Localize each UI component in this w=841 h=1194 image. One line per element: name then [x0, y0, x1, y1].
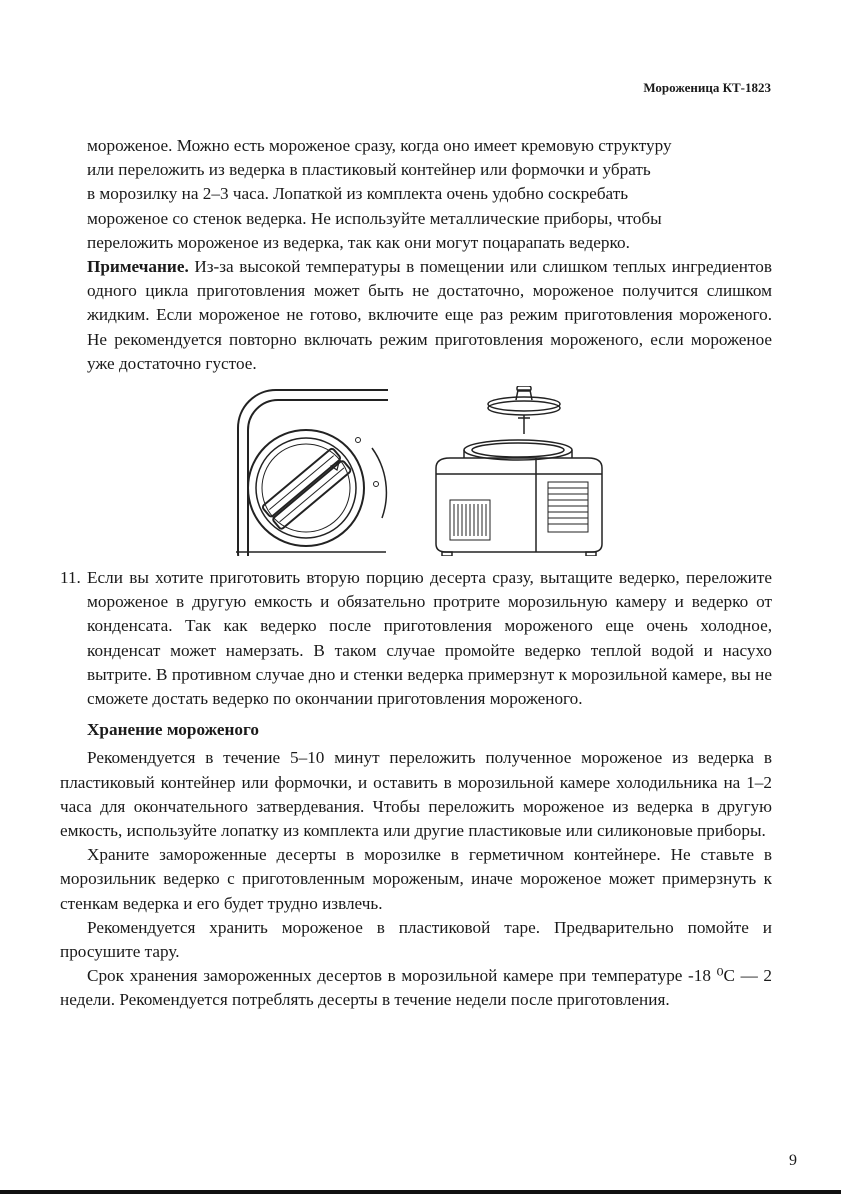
storage-paragraph: Рекомендуется в течение 5–10 минут переложить полученное мороженое из ведерка в пластиковый контейнер или формочки, и оставить в морозильной камере холодильника на 1–2 часа для окончательного затвердевания. Чтобы переложить мороженое из ведерка в другую емкость, используйте лопатку из комплекта или другие пластиковые или силиконовые приборы.	[60, 748, 772, 841]
text-line: в морозилку на 2–3 часа. Лопаткой из комплекта очень удобно соскребать	[87, 184, 629, 204]
storage-paragraph: Срок хранения замороженных десертов в морозильной камере при температуре -18 ⁰С — 2 недели. Рекомендуется потреблять десерты в течение недели после приготовления.	[60, 966, 772, 1010]
section-heading: Хранение мороженого	[87, 720, 259, 740]
control-dial-figure	[236, 390, 458, 556]
note-label: Примечание.	[87, 257, 189, 277]
page-number: 9	[789, 1152, 797, 1169]
step-11-text: Если вы хотите приготовить вторую порцию десерта сразу, вытащите ведерко, переложите мороженое в другую емкость и обязательно протрите морозильную камеру и ведерко от конденсата. Так как ведерко после приготовления мороженого еще очень холодное, конденсат может намерзать. В таком случае промойте ведерко теплой водой и насухо вытрите. В противном случае дно и стенки ведерка примерзнут к морозильной камере, вы не сможете достать ведерко по окончании приготовления мороженого.	[87, 568, 772, 709]
storage-paragraph: Храните замороженные десерты в морозилке в герметичном контейнере. Не ставьте в морозильник ведерко с приготовленным мороженым, иначе мороженое может примерзнуть к стенкам ведерка и его будет трудно извлечь.	[60, 845, 772, 913]
step-number: 11.	[60, 568, 81, 587]
step-11-block	[60, 566, 772, 1013]
text-line: или переложить из ведерка в пластиковый контейнер или формочки и убрать	[87, 160, 651, 180]
text-line: мороженое. Можно есть мороженое сразу, когда оно имеет кремовую структуру	[87, 136, 672, 155]
storage-paragraph: Рекомендуется хранить мороженое в пластиковой таре. Предварительно помойте и просушите тару.	[60, 917, 772, 962]
lid-paddle-figure	[488, 386, 560, 434]
note-text: Из-за высокой температуры в помещении или слишком теплых ингредиентов одного цикла приготовления может быть не достаточно, мороженое получится слишком жидким. Если мороженое не готово, включите еще раз режим приготовления мороженого. Не рекомендуется повторно включать режим приготовления мороженого, если мороженое уже достаточно густое.	[87, 257, 772, 373]
ice-cream-maker-figure	[436, 440, 602, 556]
text-line: переложить мороженое из ведерка, так как они могут поцарапать ведерко.	[87, 232, 630, 252]
intro-block	[60, 134, 772, 376]
appliance-illustration	[236, 386, 616, 556]
running-header: Мороженица КТ-1823	[643, 80, 771, 95]
note-paragraph	[87, 255, 772, 376]
text-line: мороженое со стенок ведерка. Не используйте металлические приборы, чтобы	[87, 208, 662, 228]
bottom-rule	[0, 1190, 841, 1194]
